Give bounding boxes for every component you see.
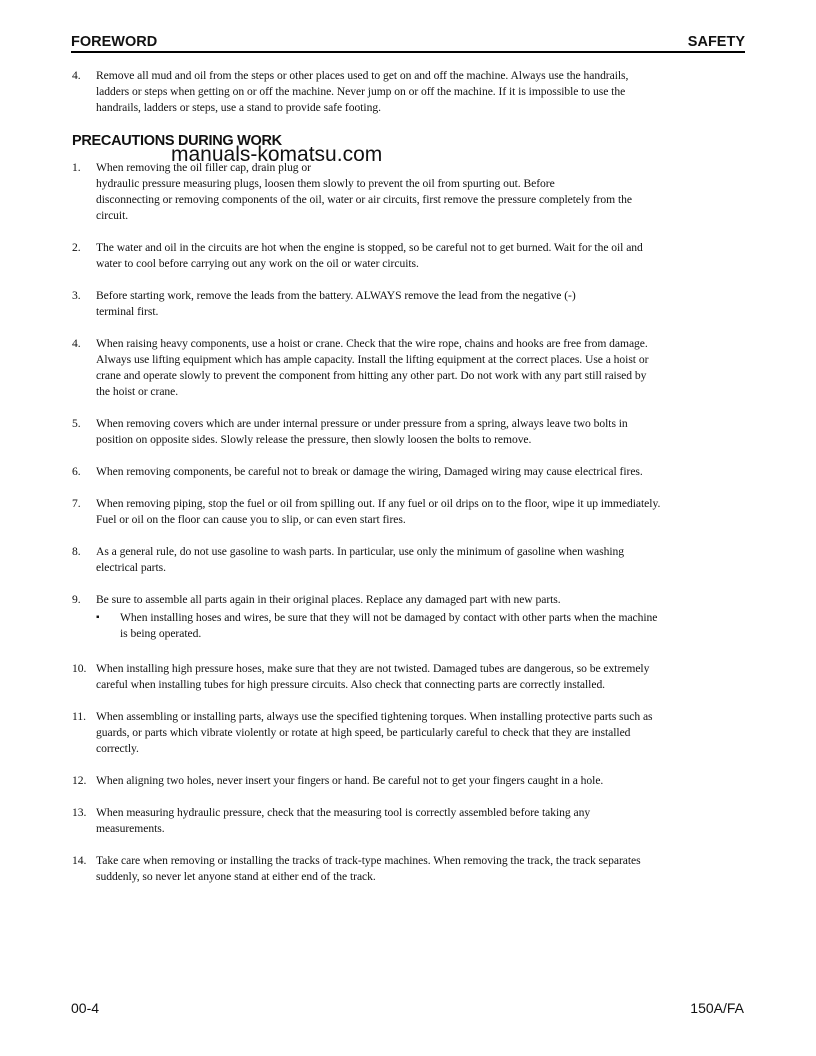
text-line: When removing components, be careful not to break or damage the wiring, Damaged wiring may cause electrical fires. (96, 465, 643, 478)
item-number: 11. (72, 710, 86, 723)
text-line: Fuel or oil on the floor can cause you to slip, or can even start fires. (96, 513, 406, 526)
section-title: PRECAUTIONS DURING WORK (72, 133, 282, 149)
text-line: When installing high pressure hoses, make sure that they are not twisted. Damaged tubes are dangerous, so be extremely (96, 662, 650, 675)
item-number: 4. (72, 337, 81, 350)
text-line: suddenly, so never let anyone stand at either end of the track. (96, 870, 376, 883)
footer-model: 150A/FA (690, 1000, 744, 1016)
text-line: handrails, ladders or steps, use a stand to provide safe footing. (96, 101, 381, 114)
item-text (96, 288, 748, 320)
text-line: ladders or steps when getting on or off the machine. Never jump on or off the machine. If it is impossible to use the (96, 85, 626, 98)
item-number: 7. (72, 497, 81, 510)
footer-page-number: 00-4 (71, 1000, 100, 1016)
item-text (96, 160, 748, 224)
text-line: circuit. (96, 209, 129, 222)
text-line: Take care when removing or installing the tracks of track-type machines. When removing the track, the track separates (96, 854, 641, 867)
item-text (96, 805, 748, 837)
text-line: electrical parts. (96, 561, 166, 574)
item-text (96, 496, 748, 528)
text-line: position on opposite sides. Slowly release the pressure, then slowly loosen the bolts to remove. (96, 433, 532, 446)
text-line: As a general rule, do not use gasoline to wash parts. In particular, use only the minimum of gasoline when washing (96, 545, 624, 558)
item-text (96, 709, 748, 757)
text-line: Be sure to assemble all parts again in their original places. Replace any damaged part with new parts. (96, 593, 561, 606)
header-section: SAFETY (687, 34, 745, 50)
text-line: measurements. (96, 822, 165, 835)
item-text (96, 773, 748, 789)
item-text (96, 544, 748, 576)
text-line: correctly. (96, 742, 139, 755)
item-number: 13. (72, 806, 87, 819)
bullet-icon: ▪ (96, 612, 100, 623)
text-line: When removing covers which are under internal pressure or under pressure from a spring, always leave two bolts in (96, 417, 628, 430)
item-text (96, 853, 748, 885)
item-number: 8. (72, 545, 81, 558)
item-number: 4. (72, 69, 81, 82)
item-number: 3. (72, 289, 81, 302)
text-line: careful when installing tubes for high pressure circuits. Also check that connecting parts are correctly installed. (96, 678, 606, 691)
item-number: 9. (72, 593, 81, 606)
item-text (96, 240, 748, 272)
text-line: is being operated. (120, 627, 202, 640)
text-line: terminal first. (96, 305, 159, 318)
text-line: The water and oil in the circuits are hot when the engine is stopped, so be careful not to get burned. Wait for the oil and (96, 241, 643, 254)
text-line: When removing the oil filler cap, drain plug or (96, 161, 311, 174)
text-line: Always use lifting equipment which has ample capacity. Install the lifting equipment at the correct places. Use a hoist or (96, 353, 649, 366)
text-line: When assembling or installing parts, always use the specified tightening torques. When installing protective parts such as (96, 710, 653, 723)
text-line: When raising heavy components, use a hoist or crane. Check that the wire rope, chains and hooks are free from damage. (96, 337, 648, 350)
watermark: manuals-komatsu.com (171, 143, 383, 166)
item-number: 14. (72, 854, 87, 867)
text-line: When installing hoses and wires, be sure that they will not be damaged by contact with other parts when the machine (120, 611, 658, 624)
item-number: 6. (72, 465, 81, 478)
item-text (96, 464, 748, 480)
sub-item-text (120, 610, 772, 642)
text-line: hydraulic pressure measuring plugs, loosen them slowly to prevent the oil from spurting out. Before (96, 177, 555, 190)
item-text (96, 661, 748, 693)
item-number: 10. (72, 662, 87, 675)
item-number: 1. (72, 161, 81, 174)
text-line: When aligning two holes, never insert your fingers or hand. Be careful not to get your fingers caught in a hole. (96, 774, 604, 787)
page-header (71, 34, 745, 53)
text-line: Remove all mud and oil from the steps or other places used to get on and off the machine. Always use the handrails, (96, 69, 629, 82)
text-line: disconnecting or removing components of the oil, water or air circuits, first remove the pressure completely from the (96, 193, 632, 206)
text-line: crane and operate slowly to prevent the component from hitting any other part. Do not work with any part still raised by (96, 369, 647, 382)
text-line: the hoist or crane. (96, 385, 179, 398)
item-text (96, 416, 748, 448)
item-number: 5. (72, 417, 81, 430)
item-number: 12. (72, 774, 87, 787)
text-line: When removing piping, stop the fuel or oil from spilling out. If any fuel or oil drips on to the floor, wipe it up immediately. (96, 497, 661, 510)
item-text (96, 592, 748, 608)
text-line: guards, or parts which vibrate violently or rotate at high speed, be particularly careful to check that they are installed (96, 726, 631, 739)
header-chapter: FOREWORD (71, 34, 158, 50)
item-number: 2. (72, 241, 81, 254)
item-text (96, 336, 748, 400)
text-line: When measuring hydraulic pressure, check that the measuring tool is correctly assembled before taking any (96, 806, 591, 819)
item-text (96, 68, 748, 116)
text-line: Before starting work, remove the leads from the battery. ALWAYS remove the lead from the negative (-) (96, 289, 576, 302)
text-line: water to cool before carrying out any work on the oil or water circuits. (96, 257, 419, 270)
